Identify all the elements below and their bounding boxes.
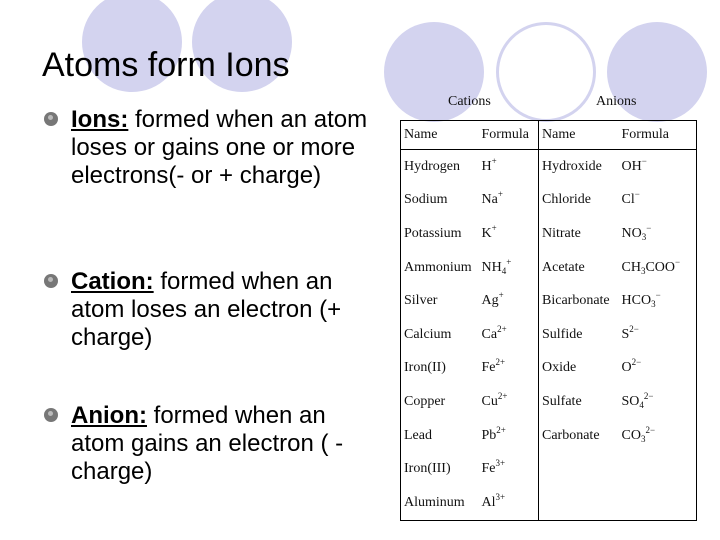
ion-table-body — [401, 121, 697, 521]
cation-name: Hydrogen — [401, 150, 479, 184]
table-row — [401, 251, 697, 285]
anion-formula: $SO_4^{2-}$ — [619, 385, 697, 419]
bullet-text — [71, 106, 384, 190]
cation-name: Ammonium — [401, 251, 479, 285]
anion-name: Nitrate — [539, 217, 619, 251]
anion-name: Hydroxide — [539, 150, 619, 184]
cation-name: Iron(II) — [401, 352, 479, 386]
bullet-definition: formed when an atom gains an electron ( -charge) — [71, 402, 344, 485]
bullet-term: Anion: — [71, 402, 147, 429]
bullet-text — [71, 402, 384, 486]
bullet-definition: formed when an atom loses or gains one or more electrons(- or + charge) — [71, 106, 368, 189]
ion-table-group-heads — [400, 92, 696, 120]
bullet-anion — [44, 402, 384, 486]
anion-name: Oxide — [539, 352, 619, 386]
anion-name: Acetate — [539, 251, 619, 285]
group-cations-label: Cations — [448, 94, 491, 109]
table-row — [401, 150, 697, 184]
cation-formula: $Ca^{2+}$ — [481, 323, 507, 342]
table-row — [401, 284, 697, 318]
bullet-dot-icon — [44, 112, 58, 126]
table-row — [401, 419, 697, 453]
cation-formula: $Al^{3+}$ — [479, 486, 539, 520]
anion-name: Carbonate — [539, 419, 619, 453]
anion-formula: $S^{2-}$ — [619, 318, 697, 352]
cation-name: Lead — [401, 419, 479, 453]
table-row — [401, 184, 697, 218]
table-row — [401, 486, 697, 520]
column-header: Formula — [479, 121, 539, 150]
anion-formula: $NO_3^-$ — [619, 217, 697, 251]
anion-formula — [619, 452, 697, 486]
anion-name: Bicarbonate — [539, 284, 619, 318]
cation-formula: H+ — [481, 155, 497, 174]
cation-name: Iron(III) — [401, 452, 479, 486]
bullet-dot-icon — [44, 408, 58, 422]
bullet-definition: formed when an atom loses an electron (+ charge) — [71, 268, 342, 351]
table-row — [401, 352, 697, 386]
bullet-cation — [44, 268, 384, 352]
cation-name: Calcium — [401, 318, 479, 352]
cation-name: Silver — [401, 284, 479, 318]
bullet-term: Cation: — [71, 268, 154, 295]
cation-formula: $Fe^{3+}$ — [481, 458, 506, 477]
anion-name: Chloride — [539, 184, 619, 218]
anion-formula — [619, 486, 697, 520]
cation-formula: K+ — [481, 222, 497, 241]
anion-formula: $HCO_3^-$ — [619, 284, 697, 318]
cation-formula: Na+ — [481, 189, 503, 208]
cation-formula: $Pb^{2+}$ — [481, 424, 506, 443]
column-header: Formula — [619, 121, 697, 150]
cation-formula: Ag+ — [481, 290, 504, 309]
bullet-dot-icon — [44, 274, 58, 288]
column-header: Name — [539, 121, 619, 150]
bullet-text — [71, 268, 384, 352]
anion-name: Sulfide — [539, 318, 619, 352]
cation-formula: $Cu^{2+}$ — [481, 390, 508, 409]
column-header: Name — [401, 121, 479, 150]
anion-formula: $O^{2-}$ — [619, 352, 697, 386]
ion-table-grid — [400, 120, 697, 521]
cation-name: Sodium — [401, 184, 479, 218]
ion-table — [400, 92, 696, 521]
group-anions-label: Anions — [596, 94, 637, 109]
anion-name: Sulfate — [539, 385, 619, 419]
anion-name — [539, 486, 619, 520]
table-row — [401, 217, 697, 251]
cation-formula: $Fe^{2+}$ — [481, 357, 506, 376]
anion-name — [539, 452, 619, 486]
anion-formula: Cl− — [619, 184, 697, 218]
table-row — [401, 385, 697, 419]
table-row — [401, 318, 697, 352]
cation-name: Potassium — [401, 217, 479, 251]
slide-title: Atoms form Ions — [42, 46, 290, 84]
anion-formula: OH− — [619, 150, 697, 184]
bullet-ions — [44, 106, 384, 190]
cation-name: Copper — [401, 385, 479, 419]
table-row — [401, 452, 697, 486]
cation-formula: $NH_4^+$ — [481, 256, 512, 276]
anion-formula: $CH_3COO^-$ — [619, 251, 697, 285]
bullet-term: Ions: — [71, 106, 129, 133]
anion-formula: $CO_3^{2-}$ — [619, 419, 697, 453]
table-header-row — [401, 121, 697, 150]
cation-name: Aluminum — [401, 486, 479, 520]
